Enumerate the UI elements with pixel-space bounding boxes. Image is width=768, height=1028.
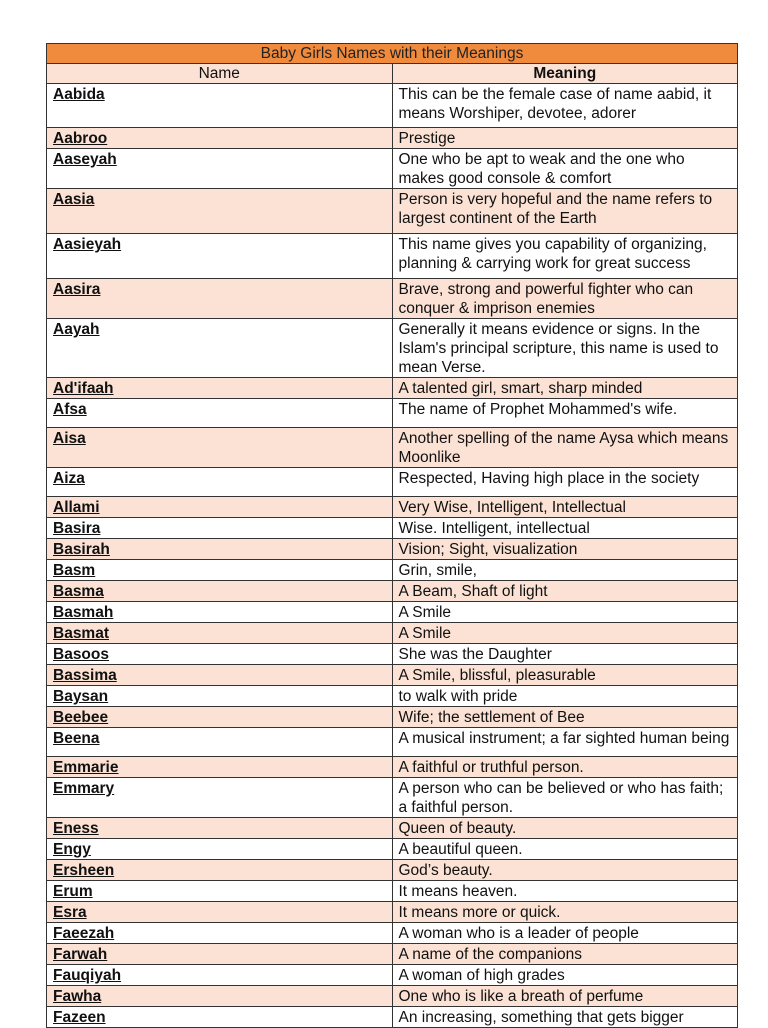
name-link[interactable]: Basirah [47,539,393,560]
name-link[interactable]: Engy [47,839,393,860]
table-row [47,602,738,623]
table-row [47,623,738,644]
meaning-cell: Grin, smile, [392,560,738,581]
name-link[interactable]: Aabida [47,84,393,128]
name-link[interactable]: Faeezah [47,923,393,944]
meaning-cell: A name of the companions [392,944,738,965]
name-link[interactable]: Farwah [47,944,393,965]
name-link[interactable]: Afsa [47,399,393,428]
table-row [47,665,738,686]
table-row [47,128,738,149]
table-row [47,581,738,602]
name-link[interactable]: Bassima [47,665,393,686]
table-row [47,189,738,234]
meaning-cell: She was the Daughter [392,644,738,665]
name-link[interactable]: Aasira [47,279,393,319]
names-table-body [47,44,738,1028]
table-row [47,518,738,539]
meaning-cell: God’s beauty. [392,860,738,881]
table-row [47,839,738,860]
table-row [47,319,738,378]
name-link[interactable]: Esra [47,902,393,923]
name-link[interactable]: Aiza [47,468,393,497]
name-link[interactable]: Emmary [47,778,393,818]
table-row [47,399,738,428]
column-header-meaning: Meaning [392,64,738,84]
meaning-cell: It means more or quick. [392,902,738,923]
names-table [46,43,738,1028]
meaning-cell: Wife; the settlement of Bee [392,707,738,728]
meaning-cell: A Smile [392,602,738,623]
meaning-cell: Respected, Having high place in the society [392,468,738,497]
table-row [47,149,738,189]
table-row [47,1007,738,1028]
meaning-cell: to walk with pride [392,686,738,707]
name-link[interactable]: Fauqiyah [47,965,393,986]
table-row [47,818,738,839]
table-row [47,497,738,518]
meaning-cell: Wise. Intelligent, intellectual [392,518,738,539]
table-row [47,428,738,468]
table-row [47,539,738,560]
name-link[interactable]: Basoos [47,644,393,665]
meaning-cell: Person is very hopeful and the name refers to largest continent of the Earth [392,189,738,234]
name-link[interactable]: Fawha [47,986,393,1007]
table-row [47,728,738,757]
meaning-cell: A Smile, blissful, pleasurable [392,665,738,686]
meaning-cell: Very Wise, Intelligent, Intellectual [392,497,738,518]
table-row [47,560,738,581]
name-link[interactable]: Aasieyah [47,234,393,279]
meaning-cell: Vision; Sight, visualization [392,539,738,560]
name-link[interactable]: Emmarie [47,757,393,778]
meaning-cell: One who be apt to weak and the one who makes good console & comfort [392,149,738,189]
name-link[interactable]: Erum [47,881,393,902]
table-row [47,778,738,818]
name-link[interactable]: Ersheen [47,860,393,881]
meaning-cell: The name of Prophet Mohammed's wife. [392,399,738,428]
name-link[interactable]: Aayah [47,319,393,378]
meaning-cell: It means heaven. [392,881,738,902]
name-link[interactable]: Basm [47,560,393,581]
meaning-cell: A woman who is a leader of people [392,923,738,944]
meaning-cell: A Smile [392,623,738,644]
name-link[interactable]: Aabroo [47,128,393,149]
table-row [47,686,738,707]
table-row [47,84,738,128]
table-row [47,707,738,728]
name-link[interactable]: Fazeen [47,1007,393,1028]
meaning-cell: A faithful or truthful person. [392,757,738,778]
table-row [47,378,738,399]
meaning-cell: A musical instrument; a far sighted human being [392,728,738,757]
meaning-cell: Another spelling of the name Aysa which means Moonlike [392,428,738,468]
table-row [47,468,738,497]
table-row [47,986,738,1007]
table-row [47,279,738,319]
meaning-cell: An increasing, something that gets bigger [392,1007,738,1028]
name-link[interactable]: Ad'ifaah [47,378,393,399]
name-link[interactable]: Aisa [47,428,393,468]
name-link[interactable]: Baysan [47,686,393,707]
table-row [47,965,738,986]
name-link[interactable]: Beebee [47,707,393,728]
table-row [47,881,738,902]
header-row [47,64,738,84]
meaning-cell: Generally it means evidence or signs. In the Islam's principal scripture, this name is used to mean Verse. [392,319,738,378]
table-row [47,944,738,965]
meaning-cell: This name gives you capability of organizing, planning & carrying work for great success [392,234,738,279]
column-header-name: Name [47,64,393,84]
meaning-cell: One who is like a breath of perfume [392,986,738,1007]
name-link[interactable]: Basira [47,518,393,539]
meaning-cell: Brave, strong and powerful fighter who can conquer & imprison enemies [392,279,738,319]
meaning-cell: A Beam, Shaft of light [392,581,738,602]
table-row [47,860,738,881]
table-row [47,923,738,944]
name-link[interactable]: Basmah [47,602,393,623]
name-link[interactable]: Eness [47,818,393,839]
meaning-cell: A talented girl, smart, sharp minded [392,378,738,399]
table-row [47,644,738,665]
meaning-cell: This can be the female case of name aabid, it means Worshiper, devotee, adorer [392,84,738,128]
meaning-cell: A person who can be believed or who has faith; a faithful person. [392,778,738,818]
table-row [47,757,738,778]
name-link[interactable]: Aasia [47,189,393,234]
meaning-cell: A woman of high grades [392,965,738,986]
meaning-cell: Queen of beauty. [392,818,738,839]
title-row [47,44,738,64]
meaning-cell: A beautiful queen. [392,839,738,860]
name-link[interactable]: Basmat [47,623,393,644]
name-link[interactable]: Aaseyah [47,149,393,189]
name-link[interactable]: Beena [47,728,393,757]
name-link[interactable]: Allami [47,497,393,518]
table-row [47,902,738,923]
table-title: Baby Girls Names with their Meanings [47,44,738,64]
meaning-cell: Prestige [392,128,738,149]
name-link[interactable]: Basma [47,581,393,602]
table-row [47,234,738,279]
